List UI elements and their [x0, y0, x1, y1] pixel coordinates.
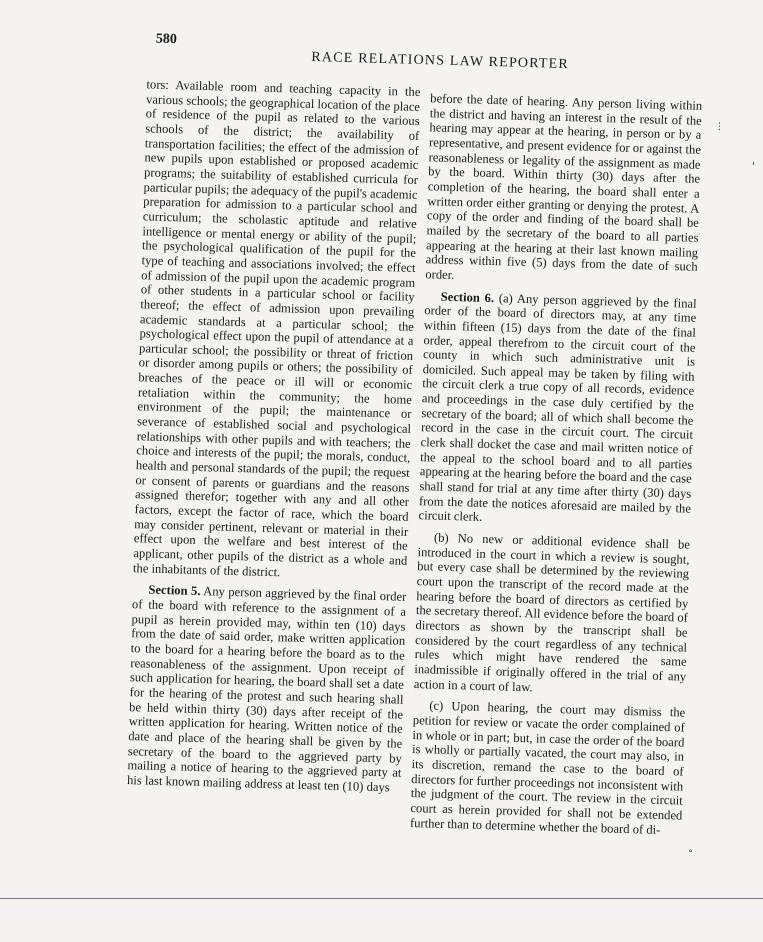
section-6-c-paragraph: (c) Upon hearing, the court may dismiss the petition for review or vacate the order complained of in whole or in part; but, in case the order of the board is wholly or partially vacated, the court may also, in its discretion, remand the case to the board of directors for further proceedings not inconsistent with the judgment of the court. The review in the circuit court as herein provided for shall not be extended further than to determine whether the board of di-: [409, 698, 686, 837]
section-6-b-paragraph: (b) No new or additional evidence shall be introduced in the court in which a review is sought, but every case shall be determined by the reviewing court upon the transcript of the record made at the hearing before the board of directors as certified by the secretary thereof. All evidence before the board of directors as shown by the transcript shall be considered by the court regardless of any technical rules which might have rendered the same inadmissible if originally offered in the trial of any action in a court of law.: [413, 530, 691, 694]
right-paragraph-continuation: before the date of hearing. Any person living within the district and having an interest in the result of the hearing may appear at the hearing, in person or by a representative, and present evidence for or against the reasonableness or legality of the assignment as made by the board. Within thirty (30) days after the completion of the hearing, the board shall enter a written order either granting or denying the protest. A copy of the order and finding of the board shall be mailed by the secretary of the board to all parties appearing at the hearing at their last known mailing address within five (5) days from the date of such order.: [425, 91, 703, 282]
left-paragraph-continuation: tors: Available room and teaching capacity in the various schools; the geographical location of the place of residence of the pupil as related to the various schools of the district; the availability of transportation facilities; the effect of the admission of new pupils upon established or proposed academic programs; the suitability of established curricula for particular pupils; the adequacy of the pupil's academic preparation for admission to a particular school and curriculum; the scholastic aptitude and relative intelligence or mental energy or ability of the pupil; the psychological qualification of the pupil for the type of teaching and associations involved; the effect of admission of the pupil upon the academic program of other students in a particular school or facility thereof; the effect of admission upon prevailing academic standards at a particular school; the psychological effect upon the pupil of attendance at a particular school; the possibility or threat of friction or disorder among pupils or others; the possibility of breaches of the peace or ill will or economic retaliation within the community; the home environment of the pupil; the maintenance or severance of established social and psychological relationships with other pupils and with teachers; the choice and interests of the pupil; the morals, conduct, health and personal standards of the pupil; the request or consent of parents or guardians and the reasons assigned therefor; together with any and all other factors, except the factor of race, which the board may consider pertinent, relevant or material in their effect upon the welfare and best interest of the applicant, other pupils of the district as a whole and the inhabitants of the district.: [132, 77, 421, 579]
scan-edge-line: [0, 898, 763, 899]
section-5-text: Any person aggrieved by the final order of the board with reference to the assignment of a pupil as herein provided may, within ten (10) days from the date of said order, make written application to the board for a hearing before the board as to the reasonableness of the assignment. Upon receipt of such application for hearing, the board shall set a date for the hearing of the protest and such hearing shall be held within thirty (30) days after receipt of the written application for hearing. Written notice of the date and place of the hearing shall be given by the secretary of the board to the aggrieved party by mailing a notice of hearing to the aggrieved party at his last known mailing address at least ten (10) days: [126, 584, 407, 795]
section-5-heading: Section 5.: [148, 582, 201, 599]
section-6-heading: Section 6.: [440, 289, 495, 305]
scan-speck-mark: ˚: [688, 850, 693, 861]
section-5-paragraph: [127, 582, 407, 795]
scan-speck-mark: ˈ: [752, 160, 756, 173]
left-column: [127, 77, 421, 802]
right-column: [410, 91, 703, 844]
running-head: RACE RELATIONS LAW REPORTER: [311, 49, 570, 73]
scan-speck-mark: ⋮: [715, 122, 724, 132]
section-6-a-paragraph: [418, 289, 696, 531]
section-6-a-text: (a) Any person aggrieved by the final order of the board of directors may, at any time within fifteen (15) days from the date of the final order, appeal therefrom to the circuit court of the county in which such administrative unit is domiciled. Such appeal may be taken by filing with the circuit clerk a true copy of all records, evidence and proceedings in the case duly certified by the secretary of the board; all of which shall become the record in the case in the circuit court. The circuit clerk shall docket the case and mail written notice of the appeal to the school board and to all parties appearing at the hearing before the board and the case shall stand for trial at any time after thirty (30) days from the date the notices aforesaid are mailed by the circuit clerk.: [418, 290, 697, 525]
page-number: 580: [155, 31, 178, 48]
